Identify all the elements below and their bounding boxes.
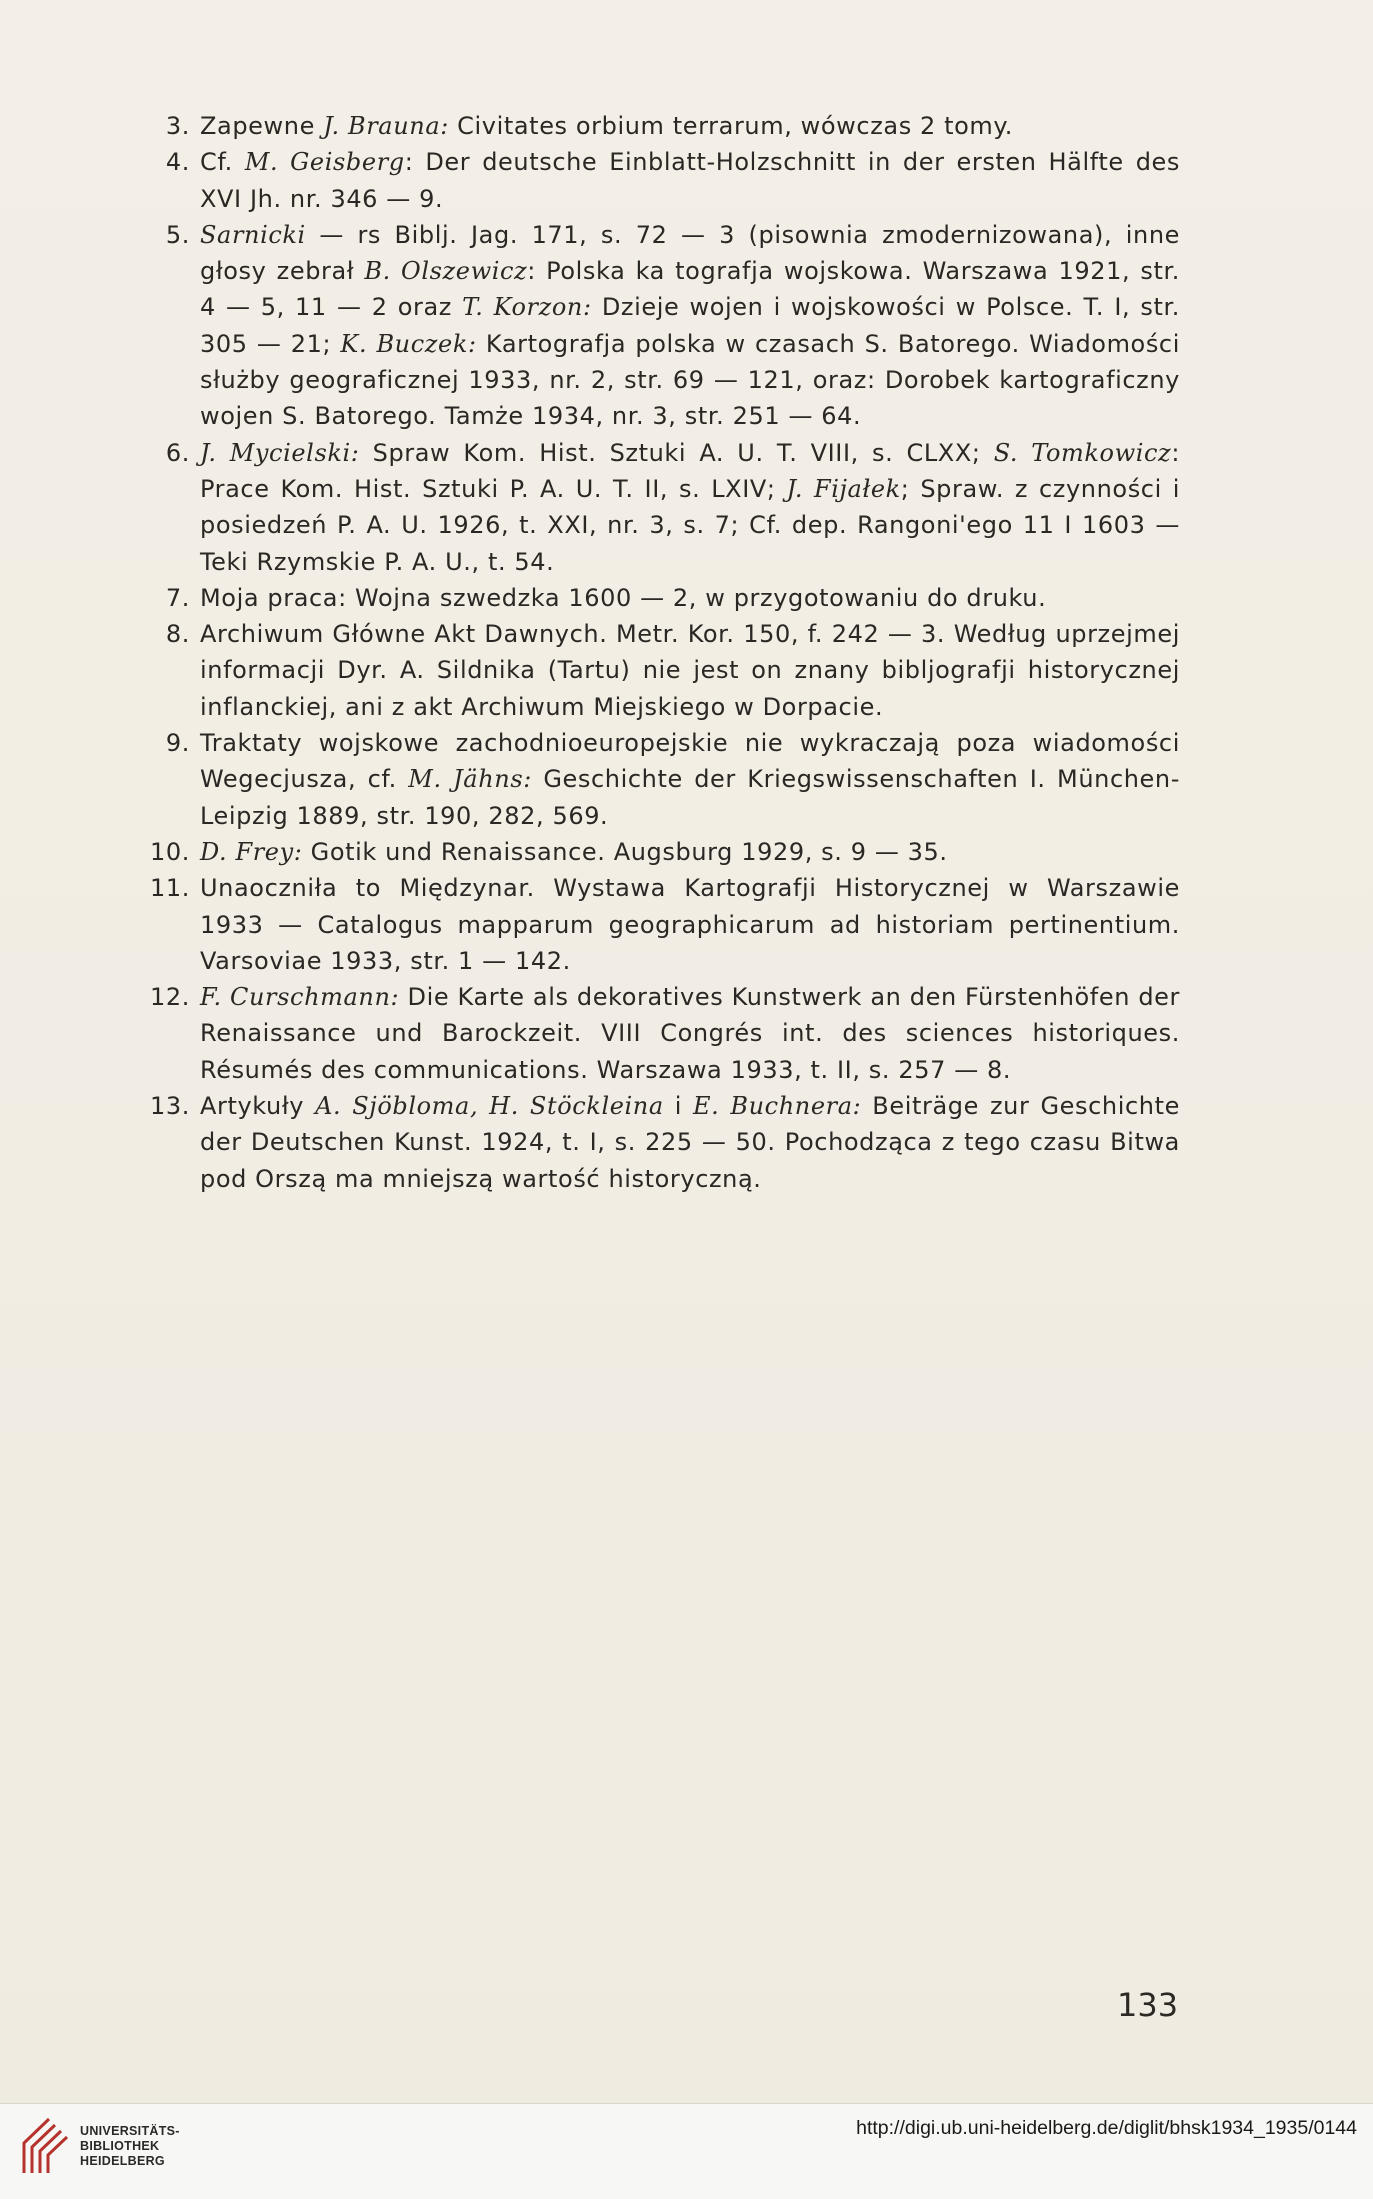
library-name-line: HEIDELBERG <box>80 2154 165 2168</box>
footnote-number: 13. <box>150 1092 190 1121</box>
footnote <box>150 435 1180 580</box>
source-url[interactable]: http://digi.ub.uni-heidelberg.de/diglit/bhsk1934_1935/0144 <box>856 2117 1357 2139</box>
footnote-number: 5. <box>165 220 190 249</box>
library-logo-icon <box>14 2113 74 2179</box>
library-name-line: UNIVERSITÄTS- <box>80 2124 180 2138</box>
footnote-number: 4. <box>165 148 190 177</box>
footnote <box>150 217 1180 435</box>
footnote-number: 6. <box>165 438 190 467</box>
footnote <box>150 144 1180 217</box>
footnote-text: J. Mycielski: Spraw Kom. Hist. Sztuki A. U. T. VIII, s. CLXX; S. Tomkowicz: Prace Kom. Hist. Sztuki P. A. U. T. II, s. LXIV; J. Fijałek; Spraw. z czynności i posiedzeń P. A. U. 1926, t. XXI, nr. 3, s. 7; Cf. dep. Rangoni'ego 11 I 1603 — Teki Rzymskie P. A. U., t. 54. <box>200 438 1181 576</box>
footnote-number: 10. <box>150 837 190 866</box>
footnote-number: 3. <box>165 112 190 140</box>
footnote <box>150 979 1180 1088</box>
footnote-text: Unaoczniła to Międzynar. Wystawa Kartografji Historycznej w Warszawie 1933 — Catalogus mapparum geographicarum ad historiam pertinentium. Varsoviae 1933, str. 1 — 142. <box>200 874 1180 975</box>
footnote <box>150 616 1180 725</box>
footnote-text: Zapewne J. Brauna: Civitates orbium terrarum, wówczas 2 tomy. <box>200 112 1014 140</box>
footnotes-list <box>150 108 1180 1197</box>
footnote <box>150 725 1180 834</box>
footnote-text: Traktaty wojskowe zachodnioeuropejskie nie wykraczają poza wiadomości Wegecjusza, cf. M. Jähns: Geschichte der Kriegswissenschaften I. München-Leipzig 1889, str. 190, 282, 569. <box>200 729 1180 830</box>
footnote <box>150 580 1180 616</box>
footnote-number: 11. <box>150 874 190 903</box>
footnote-number: 12. <box>150 983 190 1012</box>
footnote-number: 9. <box>165 729 190 758</box>
footnote <box>150 1088 1180 1197</box>
page-number: 133 <box>1117 1986 1179 2024</box>
footnote <box>150 870 1180 979</box>
footnote-text: F. Curschmann: Die Karte als dekoratives Kunstwerk an den Fürstenhöfen der Renaissance und Barockzeit. VIII Congrés int. des sciences historiques. Résumés des communications. Warszawa 1933, t. II, s. 257 — 8. <box>200 983 1180 1084</box>
library-name-line: BIBLIOTHEK <box>80 2139 160 2153</box>
footnote-text: Moja praca: Wojna szwedzka 1600 — 2, w przygotowaniu do druku. <box>200 583 1047 612</box>
footnote <box>150 834 1180 870</box>
footnote-text: Cf. M. Geisberg: Der deutsche Einblatt-Holzschnitt in der ersten Hälfte des XVI Jh. nr. 346 — 9. <box>200 148 1180 213</box>
footnote <box>150 108 1180 144</box>
footnote-number: 7. <box>165 583 190 612</box>
footnote-number: 8. <box>165 620 190 649</box>
footnote-text: Artykuły A. Sjöbloma, H. Stöckleina i E. Buchnera: Beiträge zur Geschichte der Deutschen Kunst. 1924, t. I, s. 225 — 50. Pochodząca z tego czasu Bitwa pod Orszą ma mniejszą wartość historyczną. <box>200 1092 1180 1193</box>
footnote-text: Archiwum Główne Akt Dawnych. Metr. Kor. 150, f. 242 — 3. Według uprzejmej informacji Dyr. A. Sildnika (Tartu) nie jest on znany bibljografji historycznej inflanckiej, ani z akt Archiwum Miejskiego w Dorpacie. <box>200 620 1180 721</box>
footnote-text: D. Frey: Gotik und Renaissance. Augsburg 1929, s. 9 — 35. <box>200 837 948 866</box>
library-name <box>80 2124 180 2169</box>
footnote-text: Sarnicki — rs Biblj. Jag. 171, s. 72 — 3 (pisownia zmodernizowana), inne głosy zebrał B. Olszewicz: Polska ka tografja wojskowa. Warszawa 1921, str. 4 — 5, 11 — 2 oraz T. Korzon: Dzieje wojen i wojskowości w Polsce. T. I, str. 305 — 21; K. Buczek: Kartografja polska w czasach S. Batorego. Wiadomości służby geograficznej 1933, nr. 2, str. 69 — 121, oraz: Dorobek kartograficzny wojen S. Batorego. Tamże 1934, nr. 3, str. 251 — 64. <box>200 220 1181 431</box>
